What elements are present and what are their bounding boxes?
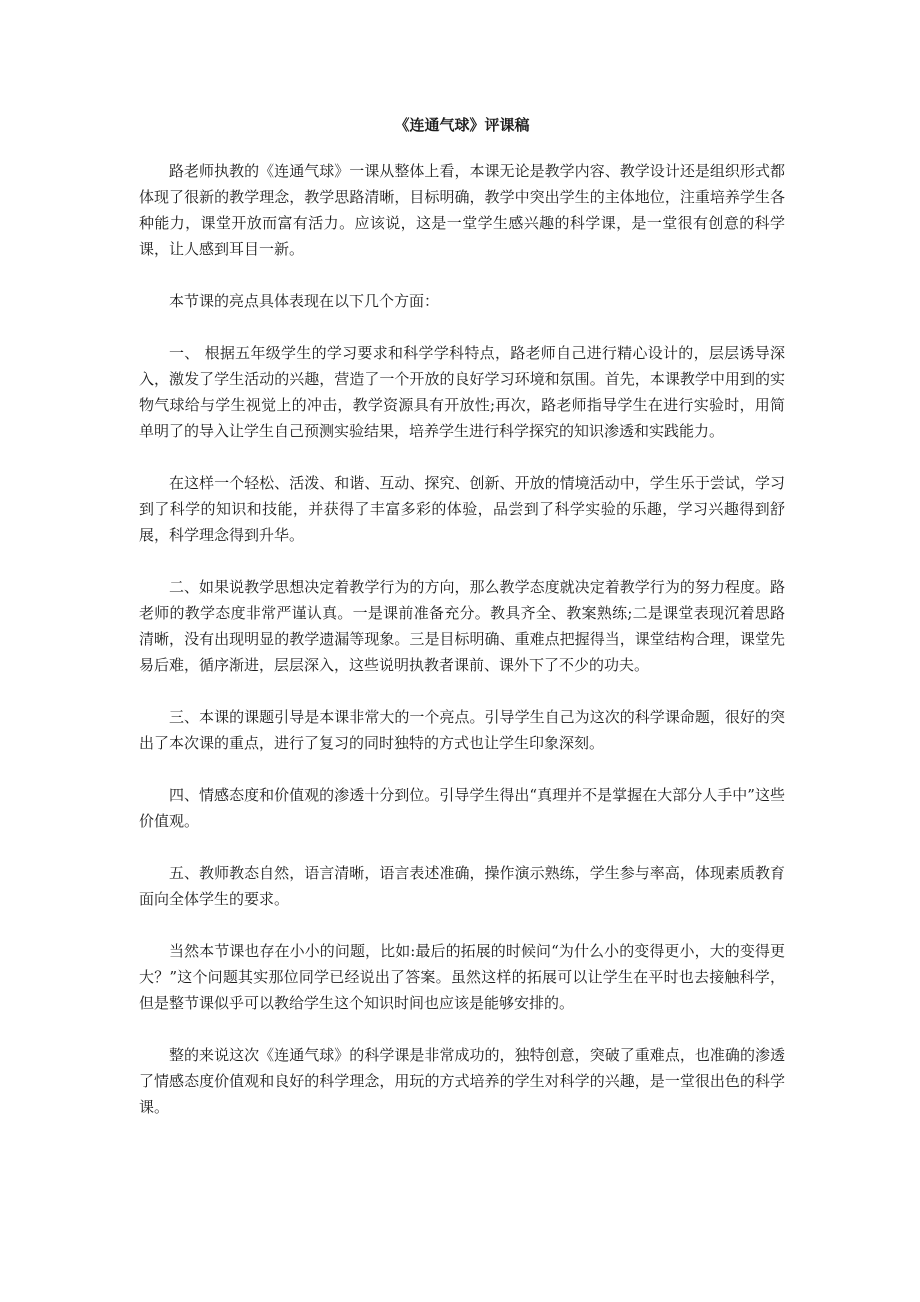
paragraph-point-5: 五、教师教态自然，语言清晰，语言表述准确，操作演示熟练，学生参与率高，体现素质教育面向全体学生的要求。 [139, 864, 785, 908]
paragraph-point-3: 三、本课的课题引导是本课非常大的一个亮点。引导学生自己为这次的科学课命题，很好的突出了本次课的重点，进行了复习的同时独特的方式也让学生印象深刻。 [139, 708, 785, 752]
document-page [139, 114, 785, 1146]
paragraph-point-1-continued: 在这样一个轻松、活泼、和谐、互动、探究、创新、开放的情境活动中，学生乐于尝试，学习到了科学的知识和技能，并获得了丰富多彩的体验，品尝到了科学实验的乐趣，学习兴趣得到舒展，科学理念得到升华。 [139, 474, 785, 544]
paragraph-point-4: 四、情感态度和价值观的渗透十分到位。引导学生得出“真理并不是掌握在大部分人手中”这些价值观。 [139, 786, 785, 830]
paragraph-point-2: 二、如果说教学思想决定着教学行为的方向，那么教学态度就决定着教学行为的努力程度。路老师的教学态度非常严谨认真。一是课前准备充分。教具齐全、教案熟练;二是课堂表现沉着思路清晰，没有出现明显的教学遗漏等现象。三是目标明确、重难点把握得当，课堂结构合理，课堂先易后难，循序渐进，层层深入，这些说明执教者课前、课外下了不少的功夫。 [139, 578, 785, 674]
document-title: 《连通气球》评课稿 [394, 116, 530, 134]
paragraph-conclusion: 整的来说这次《连通气球》的科学课是非常成功的，独特创意，突破了重难点，也准确的渗透了情感态度价值观和良好的科学理念，用玩的方式培养的学生对科学的兴趣，是一堂很出色的科学课。 [139, 1046, 785, 1116]
paragraph-issues: 当然本节课也存在小小的问题，比如:最后的拓展的时候问“为什么小的变得更小，大的变得更大？”这个问题其实那位同学已经说出了答案。虽然这样的拓展可以让学生在平时也去接触科学，但是整节课似乎可以教给学生这个知识时间也应该是能够安排的。 [139, 942, 785, 1012]
paragraph-point-1: 一、 根据五年级学生的学习要求和科学学科特点，路老师自己进行精心设计的，层层诱导深入，激发了学生活动的兴趣，营造了一个开放的良好学习环境和氛围。首先，本课教学中用到的实物气球给与学生视觉上的冲击，教学资源具有开放性;再次，路老师指导学生在进行实验时，用简单明了的导入让学生自己预测实验结果，培养学生进行科学探究的知识渗透和实践能力。 [139, 344, 785, 440]
paragraph-highlights-lead: 本节课的亮点具体表现在以下几个方面： [169, 292, 440, 310]
paragraph-intro: 路老师执教的《连通气球》一课从整体上看，本课无论是教学内容、教学设计还是组织形式都体现了很新的教学理念，教学思路清晰，目标明确，教学中突出学生的主体地位，注重培养学生各种能力，课堂开放而富有活力。应该说，这是一堂学生感兴趣的科学课，是一堂很有创意的科学课，让人感到耳目一新。 [139, 162, 785, 258]
